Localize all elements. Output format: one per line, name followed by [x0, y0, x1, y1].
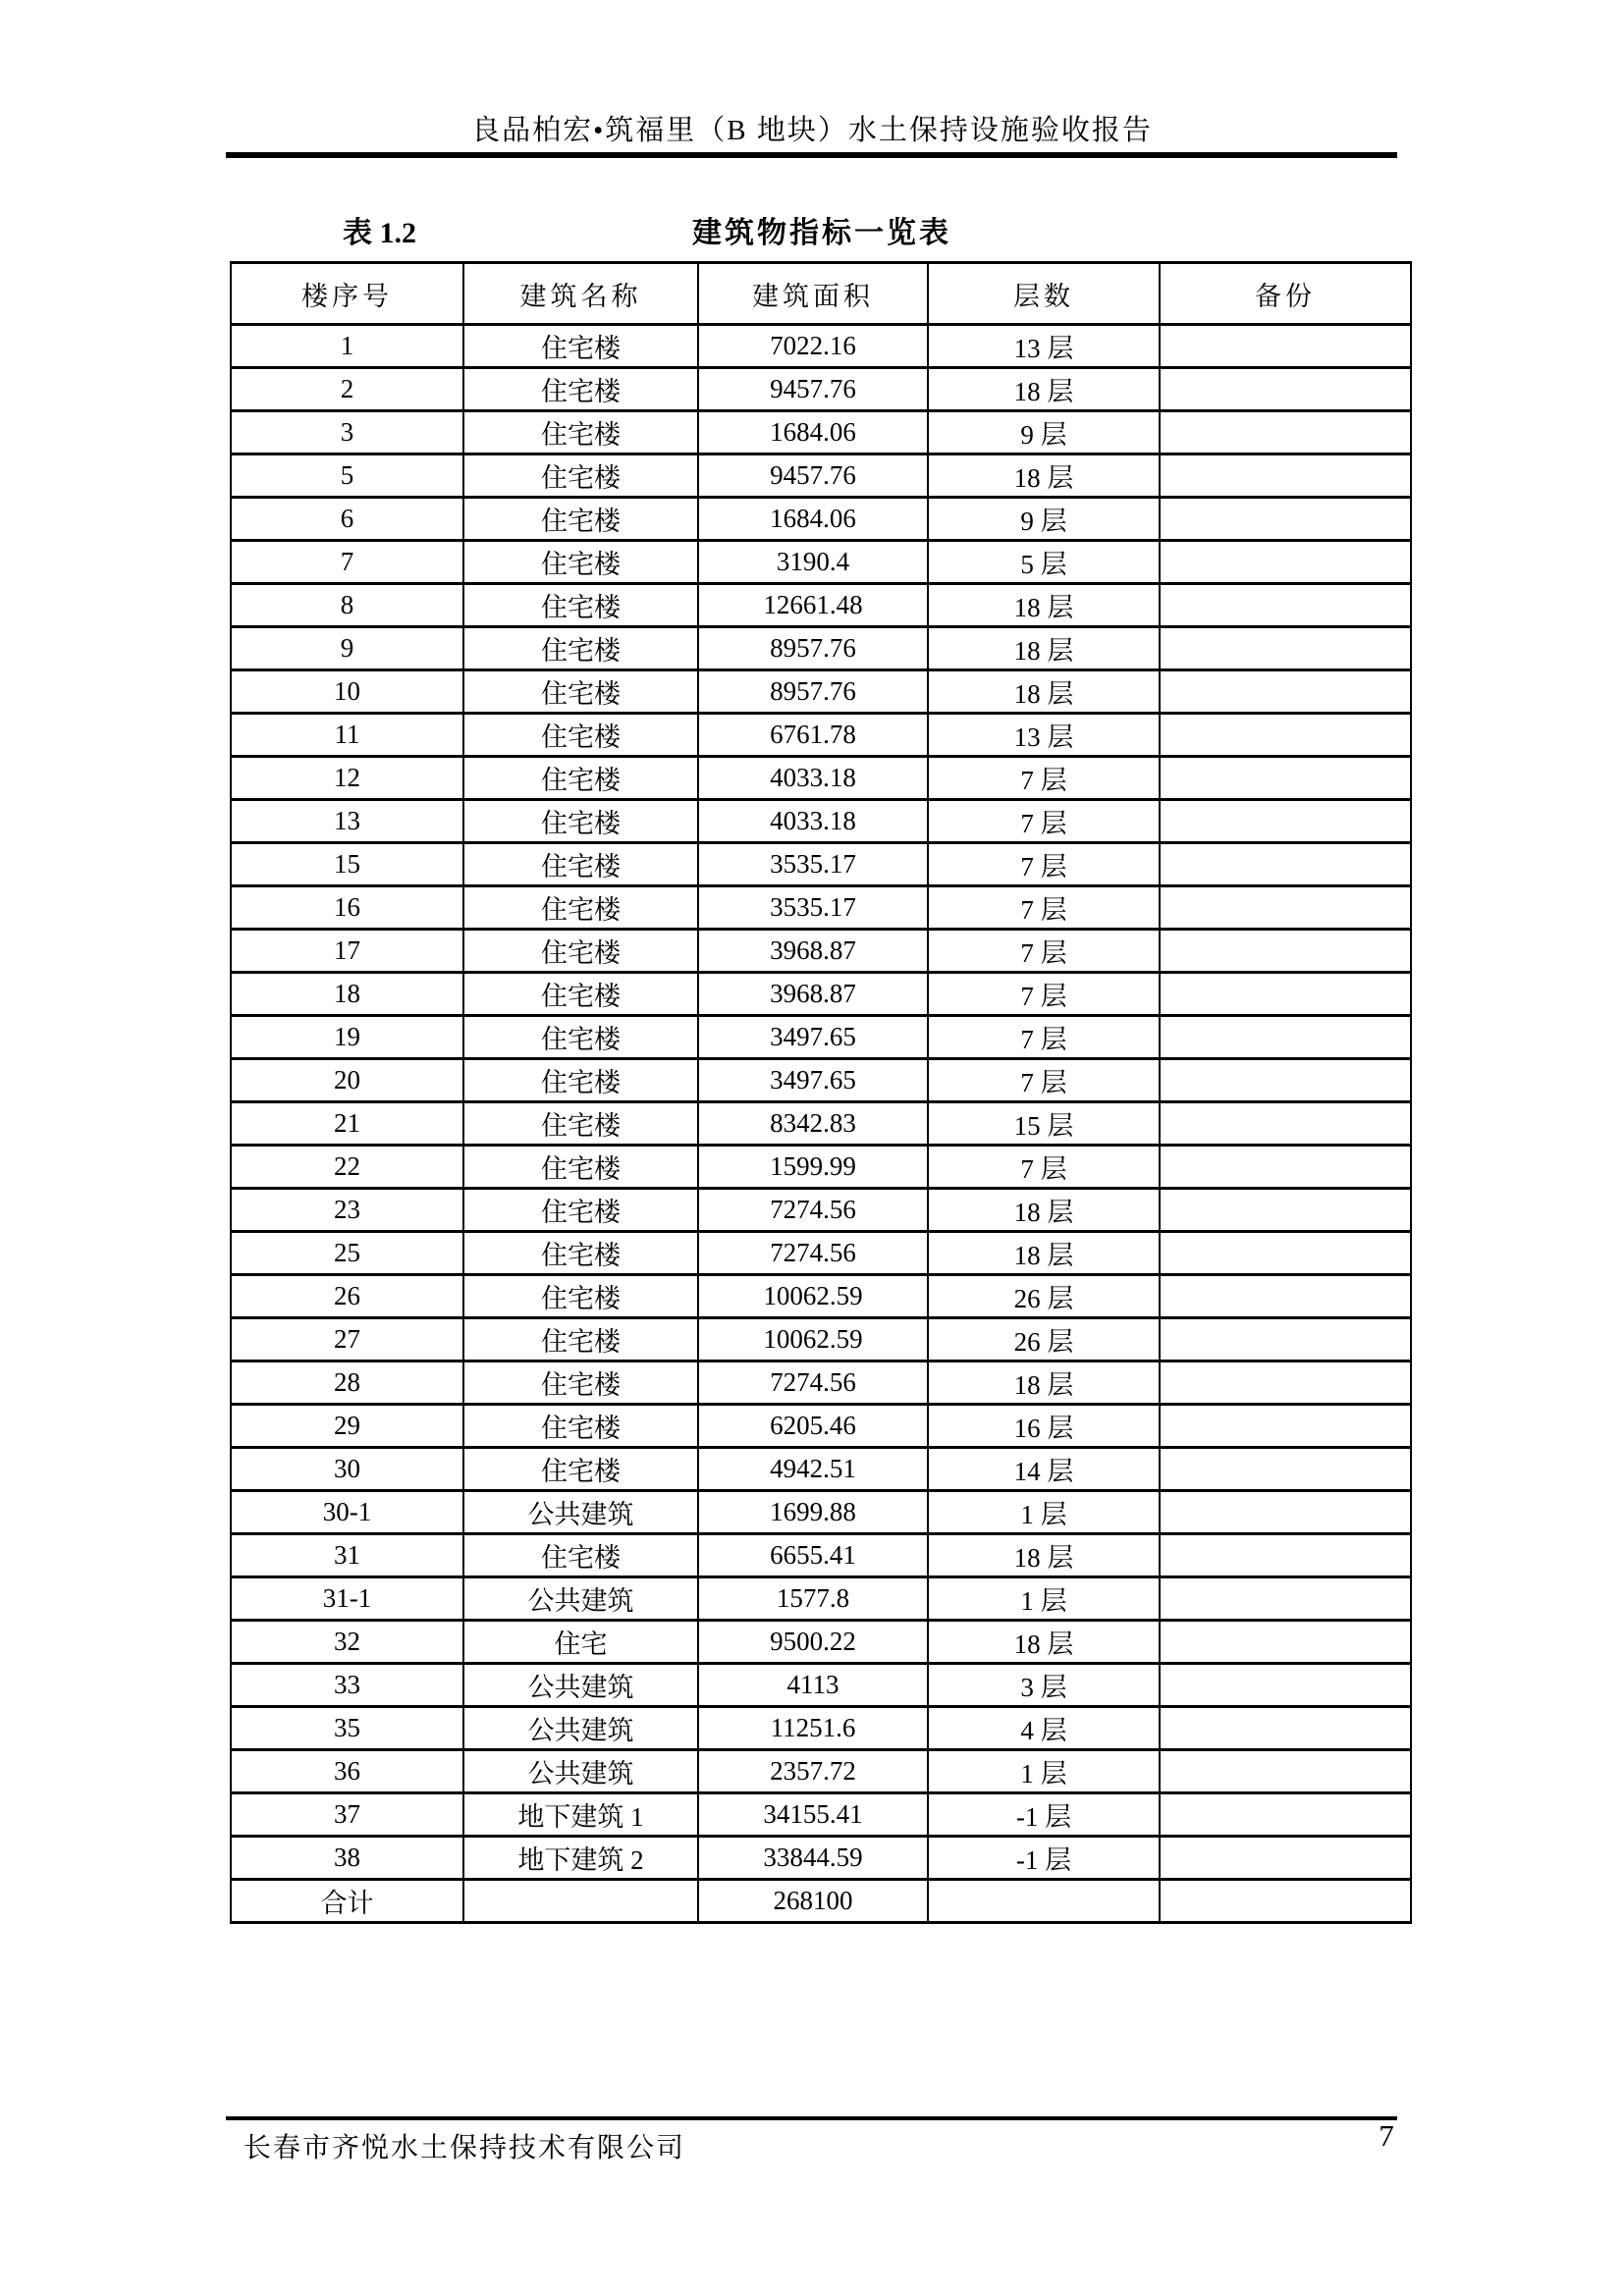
table-cell: 10062.59: [698, 1275, 928, 1318]
table-row: [231, 973, 1411, 1016]
table-row: [231, 1750, 1411, 1793]
table-cell: 7 层: [928, 843, 1160, 886]
table-cell: 18 层: [928, 1534, 1160, 1577]
table-cell: 6655.41: [698, 1534, 928, 1577]
table-cell: 4942.51: [698, 1448, 928, 1491]
table-cell: 268100: [698, 1880, 928, 1923]
table-row: [231, 1146, 1411, 1189]
table-cell: 35: [231, 1707, 463, 1750]
column-header: 建筑面积: [698, 263, 928, 325]
table-cell: 10: [231, 670, 463, 714]
table-cell: 10062.59: [698, 1318, 928, 1362]
table-row: [231, 498, 1411, 541]
table-total-row: [231, 1880, 1411, 1923]
table-cell: 15 层: [928, 1102, 1160, 1146]
table-cell: 14 层: [928, 1448, 1160, 1491]
table-row: [231, 1405, 1411, 1448]
table-cell: 32: [231, 1621, 463, 1664]
table-cell: 4033.18: [698, 757, 928, 800]
table-cell: 公共建筑: [463, 1664, 698, 1707]
table-cell: 3968.87: [698, 930, 928, 973]
table-cell: [1160, 800, 1411, 843]
footer-company: 长春市齐悦水土保持技术有限公司: [244, 2133, 686, 2163]
table-cell: 1577.8: [698, 1577, 928, 1621]
table-cell: [928, 1880, 1160, 1923]
table-cell: [1160, 930, 1411, 973]
table-row: [231, 1232, 1411, 1275]
table-cell: 住宅楼: [463, 1318, 698, 1362]
table-cell: [1160, 411, 1411, 454]
table-row: [231, 627, 1411, 670]
table-cell: 8: [231, 584, 463, 627]
table-cell: 8957.76: [698, 627, 928, 670]
table-cell: 7274.56: [698, 1232, 928, 1275]
table-row: [231, 1837, 1411, 1880]
table-cell: [1160, 1621, 1411, 1664]
table-cell: 4033.18: [698, 800, 928, 843]
table-cell: [1160, 584, 1411, 627]
table-cell: [1160, 843, 1411, 886]
table-cell: 7 层: [928, 757, 1160, 800]
table-row: [231, 930, 1411, 973]
table-cell: 9457.76: [698, 368, 928, 411]
table-cell: 7 层: [928, 973, 1160, 1016]
table-body: [231, 325, 1411, 1923]
table-cell: [1160, 627, 1411, 670]
page-number: 7: [1379, 2118, 1394, 2153]
table-cell: 2357.72: [698, 1750, 928, 1793]
table-cell: 1699.88: [698, 1491, 928, 1534]
table-cell: 16 层: [928, 1405, 1160, 1448]
table-cell: 38: [231, 1837, 463, 1880]
table-cell: [1160, 973, 1411, 1016]
table-row: [231, 1016, 1411, 1059]
table-cell: 3497.65: [698, 1059, 928, 1102]
table-cell: 公共建筑: [463, 1750, 698, 1793]
table-cell: -1 层: [928, 1837, 1160, 1880]
table-row: [231, 800, 1411, 843]
table-cell: 住宅楼: [463, 1362, 698, 1405]
table-cell: 住宅: [463, 1621, 698, 1664]
table-cell: [1160, 1707, 1411, 1750]
table-row: [231, 1577, 1411, 1621]
table-cell: 6: [231, 498, 463, 541]
table-row: [231, 843, 1411, 886]
table-cell: 25: [231, 1232, 463, 1275]
table-cell: 9500.22: [698, 1621, 928, 1664]
table-row: [231, 714, 1411, 757]
table-cell: [1160, 1059, 1411, 1102]
table-cell: 3535.17: [698, 886, 928, 930]
table-cell: 19: [231, 1016, 463, 1059]
table-cell: 15: [231, 843, 463, 886]
table-cell: 9457.76: [698, 454, 928, 498]
table-cell: 7274.56: [698, 1189, 928, 1232]
table-cell: 9 层: [928, 411, 1160, 454]
table-cell: [1160, 714, 1411, 757]
column-header: 层数: [928, 263, 1160, 325]
table-cell: 住宅楼: [463, 498, 698, 541]
table-cell: 住宅楼: [463, 627, 698, 670]
table-cell: 9: [231, 627, 463, 670]
table-cell: 27: [231, 1318, 463, 1362]
table-cell: [1160, 1750, 1411, 1793]
table-cell: 7 层: [928, 930, 1160, 973]
table-row: [231, 1102, 1411, 1146]
table-cell: 4 层: [928, 1707, 1160, 1750]
table-cell: 13: [231, 800, 463, 843]
table-cell: 8957.76: [698, 670, 928, 714]
table-cell: 34155.41: [698, 1793, 928, 1837]
table-cell: 1684.06: [698, 411, 928, 454]
table-cell: 31-1: [231, 1577, 463, 1621]
table-cell: 30: [231, 1448, 463, 1491]
table-cell: 3535.17: [698, 843, 928, 886]
table-cell: 住宅楼: [463, 1102, 698, 1146]
table-cell: 28: [231, 1362, 463, 1405]
table-cell: 2: [231, 368, 463, 411]
table-cell: 7 层: [928, 886, 1160, 930]
table-cell: [1160, 541, 1411, 584]
table-cell: 住宅楼: [463, 930, 698, 973]
table-row: [231, 368, 1411, 411]
table-cell: [1160, 1275, 1411, 1318]
table-cell: 1 层: [928, 1491, 1160, 1534]
table-cell: [1160, 1534, 1411, 1577]
table-cell: [1160, 1189, 1411, 1232]
table-cell: 11251.6: [698, 1707, 928, 1750]
table-cell: 12661.48: [698, 584, 928, 627]
table-cell: 住宅楼: [463, 714, 698, 757]
table-cell: 5 层: [928, 541, 1160, 584]
table-cell: 住宅楼: [463, 800, 698, 843]
table-cell: 12: [231, 757, 463, 800]
table-row: [231, 1793, 1411, 1837]
column-header: 楼序号: [231, 263, 463, 325]
table-row: [231, 757, 1411, 800]
table-cell: [1160, 1362, 1411, 1405]
table-row: [231, 584, 1411, 627]
table-cell: 1599.99: [698, 1146, 928, 1189]
table-cell: [1160, 1491, 1411, 1534]
table-caption: [233, 208, 1411, 251]
table-cell: [1160, 1880, 1411, 1923]
table-cell: 9 层: [928, 498, 1160, 541]
table-cell: 26: [231, 1275, 463, 1318]
table-cell: [1160, 1102, 1411, 1146]
table-cell: 1684.06: [698, 498, 928, 541]
table-cell: 7 层: [928, 1059, 1160, 1102]
table-cell: [1160, 670, 1411, 714]
table-cell: -1 层: [928, 1793, 1160, 1837]
table-cell: 住宅楼: [463, 1232, 698, 1275]
table-cell: [1160, 498, 1411, 541]
table-row: [231, 1318, 1411, 1362]
table-cell: 住宅楼: [463, 411, 698, 454]
table-cell: [1160, 1837, 1411, 1880]
table-row: [231, 411, 1411, 454]
table-cell: [1160, 325, 1411, 368]
table-cell: [1160, 454, 1411, 498]
table-row: [231, 454, 1411, 498]
table-cell: [1160, 368, 1411, 411]
table-cell: [1160, 1405, 1411, 1448]
table-cell: 1: [231, 325, 463, 368]
table-cell: 36: [231, 1750, 463, 1793]
table-cell: 住宅楼: [463, 973, 698, 1016]
table-cell: 住宅楼: [463, 325, 698, 368]
table-cell: 18 层: [928, 1189, 1160, 1232]
table-cell: 7274.56: [698, 1362, 928, 1405]
table-cell: 33844.59: [698, 1837, 928, 1880]
table-cell: 住宅楼: [463, 886, 698, 930]
table-cell: 住宅楼: [463, 843, 698, 886]
table-cell: [463, 1880, 698, 1923]
table-row: [231, 1534, 1411, 1577]
table-cell: 地下建筑 2: [463, 1837, 698, 1880]
table-cell: 18 层: [928, 454, 1160, 498]
table-cell: [1160, 1146, 1411, 1189]
table-cell: 住宅楼: [463, 541, 698, 584]
table-row: [231, 886, 1411, 930]
table-cell: 住宅楼: [463, 584, 698, 627]
table-cell: 4113: [698, 1664, 928, 1707]
header-rule: [226, 152, 1397, 158]
table-cell: 3190.4: [698, 541, 928, 584]
table-cell: 6205.46: [698, 1405, 928, 1448]
table-cell: 3: [231, 411, 463, 454]
table-cell: 3968.87: [698, 973, 928, 1016]
table-row: [231, 1362, 1411, 1405]
table-cell: [1160, 1577, 1411, 1621]
table-cell: 7022.16: [698, 325, 928, 368]
table-cell: 30-1: [231, 1491, 463, 1534]
table-cell: 8342.83: [698, 1102, 928, 1146]
table-cell: 5: [231, 454, 463, 498]
page-header-title: 良品柏宏•筑福里（B 地块）水土保持设施验收报告: [471, 115, 1153, 146]
table-cell: 6761.78: [698, 714, 928, 757]
table-cell: 住宅楼: [463, 1275, 698, 1318]
table-row: [231, 670, 1411, 714]
table-cell: 住宅楼: [463, 1059, 698, 1102]
table-row: [231, 1664, 1411, 1707]
table-cell: 7 层: [928, 1016, 1160, 1059]
table-cell: 1 层: [928, 1577, 1160, 1621]
table-row: [231, 1275, 1411, 1318]
table-cell: 11: [231, 714, 463, 757]
table-cell: 住宅楼: [463, 1448, 698, 1491]
table-cell: 13 层: [928, 714, 1160, 757]
table-cell: 7: [231, 541, 463, 584]
table-caption-label: 表 1.2: [343, 217, 416, 249]
table-cell: [1160, 757, 1411, 800]
table-cell: 地下建筑 1: [463, 1793, 698, 1837]
table-cell: [1160, 1318, 1411, 1362]
table-row: [231, 1491, 1411, 1534]
table-cell: 住宅楼: [463, 1016, 698, 1059]
table-cell: 公共建筑: [463, 1577, 698, 1621]
table-row: [231, 1448, 1411, 1491]
table-cell: 住宅楼: [463, 757, 698, 800]
table-row: [231, 1707, 1411, 1750]
table-cell: 公共建筑: [463, 1707, 698, 1750]
table-cell: 住宅楼: [463, 670, 698, 714]
table-cell: 21: [231, 1102, 463, 1146]
table-cell: 26 层: [928, 1275, 1160, 1318]
table-cell: 20: [231, 1059, 463, 1102]
table-cell: [1160, 1448, 1411, 1491]
table-row: [231, 325, 1411, 368]
table-cell: 26 层: [928, 1318, 1160, 1362]
table-cell: 住宅楼: [463, 1146, 698, 1189]
table-cell: 7 层: [928, 800, 1160, 843]
table-cell: 37: [231, 1793, 463, 1837]
table-cell: [1160, 1016, 1411, 1059]
table-cell: 16: [231, 886, 463, 930]
table-cell: 住宅楼: [463, 1534, 698, 1577]
building-indicators-table: [230, 261, 1412, 1924]
table-cell: 18 层: [928, 584, 1160, 627]
table-cell: 3 层: [928, 1664, 1160, 1707]
table-row: [231, 1189, 1411, 1232]
column-header: 建筑名称: [463, 263, 698, 325]
table-cell: 23: [231, 1189, 463, 1232]
table-cell: 合计: [231, 1880, 463, 1923]
table-cell: 33: [231, 1664, 463, 1707]
table-cell: 18 层: [928, 627, 1160, 670]
footer-rule: [226, 2116, 1397, 2120]
table-header-row: [231, 263, 1411, 325]
table-cell: 18 层: [928, 1362, 1160, 1405]
table-cell: 7 层: [928, 1146, 1160, 1189]
table-cell: 住宅楼: [463, 1189, 698, 1232]
table-cell: 公共建筑: [463, 1491, 698, 1534]
table-cell: 31: [231, 1534, 463, 1577]
table-cell: 18 层: [928, 670, 1160, 714]
table-cell: 18: [231, 973, 463, 1016]
table-cell: 29: [231, 1405, 463, 1448]
table-cell: 住宅楼: [463, 454, 698, 498]
column-header: 备份: [1160, 263, 1411, 325]
table-caption-title: 建筑物指标一览表: [692, 217, 951, 249]
table-cell: [1160, 1793, 1411, 1837]
table-cell: 13 层: [928, 325, 1160, 368]
table-cell: 1 层: [928, 1750, 1160, 1793]
table-cell: 17: [231, 930, 463, 973]
table-cell: 22: [231, 1146, 463, 1189]
table-cell: [1160, 886, 1411, 930]
table-cell: 3497.65: [698, 1016, 928, 1059]
table-row: [231, 1621, 1411, 1664]
table-cell: 住宅楼: [463, 368, 698, 411]
table-cell: [1160, 1664, 1411, 1707]
table-cell: 18 层: [928, 1621, 1160, 1664]
table-cell: [1160, 1232, 1411, 1275]
table-row: [231, 541, 1411, 584]
table-cell: 18 层: [928, 1232, 1160, 1275]
table-cell: 住宅楼: [463, 1405, 698, 1448]
table-row: [231, 1059, 1411, 1102]
table-cell: 18 层: [928, 368, 1160, 411]
